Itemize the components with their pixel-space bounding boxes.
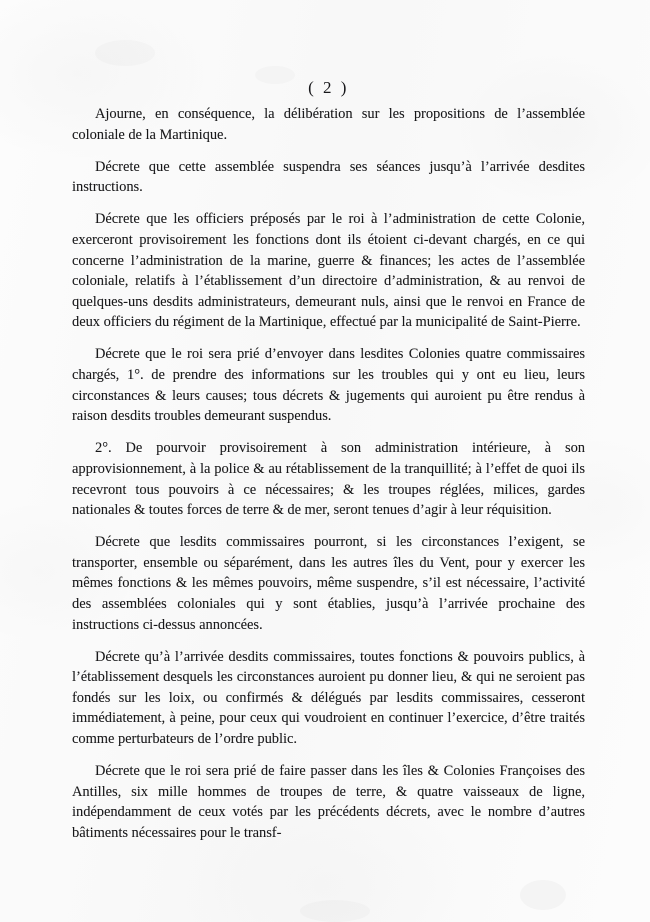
scan-artifact	[95, 40, 155, 66]
paragraph-pourvoir-administration: 2°. De pourvoir provisoirement à son administration intérieure, à son approvisionnement, à la police & au rétablissement de la tranquillité; à l’effet de quoi ils recevront tous pouvoirs à ce nécessaires; & les troupes réglées, milices, gardes nationales & toutes forces de terre & de mer, seront tenues d’agir à leur réquisition.	[72, 440, 585, 519]
body-text	[72, 104, 585, 844]
paragraph-officiers-preposes: Décrete que les officiers préposés par le roi à l’administration de cette Colonie, exerceront provisoirement les fonctions dont ils étoient ci-devant chargés, en ce qui concerne l’administration de la marine, guerre & finances; les actes de l’assemblée coloniale, relatifs à l’établissement d’un directoire d’administration, & au renvoi de quelques-uns desdits administrateurs, demeurant nuls, ainsi que le renvoi en France de deux officiers du régiment de la Martinique, effectué par la municipalité de Saint-Pierre.	[72, 211, 585, 331]
paragraph-cessation-pouvoirs: Décrete qu’à l’arrivée desdits commissaires, toutes fonctions & pouvoirs publics, à l’établissement desquels les circonstances auroient pu donner lieu, & qui ne seroient pas fondés sur les loix, ou confirmés & délégués par lesdits commissaires, cesseront immédiatement, à peine, pour ceux qui voudroient en continuer l’exercice, d’être traités comme perturbateurs de l’ordre public.	[72, 648, 585, 748]
paragraph-troupes-antilles: Décrete que le roi sera prié de faire passer dans les îles & Colonies Françoises des Antilles, six mille hommes de troupes de terre, & quatre vaisseaux de ligne, indépendamment de ceux votés par les précédents décrets, avec le nombre d’autres bâtiments nécessaires pour le transf-	[72, 763, 585, 841]
paragraph-suspension-seances: Décrete que cette assemblée suspendra ses séances jusqu’à l’arrivée desdites instructions.	[72, 158, 585, 196]
page-number: ( 2 )	[308, 78, 349, 97]
scan-artifact	[300, 900, 370, 922]
paragraph-ajourne: Ajourne, en conséquence, la délibération sur les propositions de l’assemblée coloniale de la Martinique.	[72, 106, 585, 143]
paragraph-transport-iles-du-vent: Décrete que lesdits commissaires pourront, si les circonstances l’exigent, se transporter, ensemble ou séparément, dans les autres îles du Vent, pour y exercer les mêmes fonctions & les mêmes pouvoirs, même suspendre, s’il est nécessaire, l’activité des assemblées coloniales qui y sont établies, jusqu’à l’arrivée prochaine des instructions ci-dessus annoncées.	[72, 534, 585, 633]
scan-artifact	[520, 880, 566, 910]
paragraph-quatre-commissaires: Décrete que le roi sera prié d’envoyer dans lesdites Colonies quatre commissaires chargés, 1°. de prendre des informations sur les troubles qui y ont eu lieu, leurs circonstances & leurs causes; tous décrets & jugements qui auroient pu être rendus à raison desdits troubles demeurant suspendus.	[72, 346, 585, 425]
